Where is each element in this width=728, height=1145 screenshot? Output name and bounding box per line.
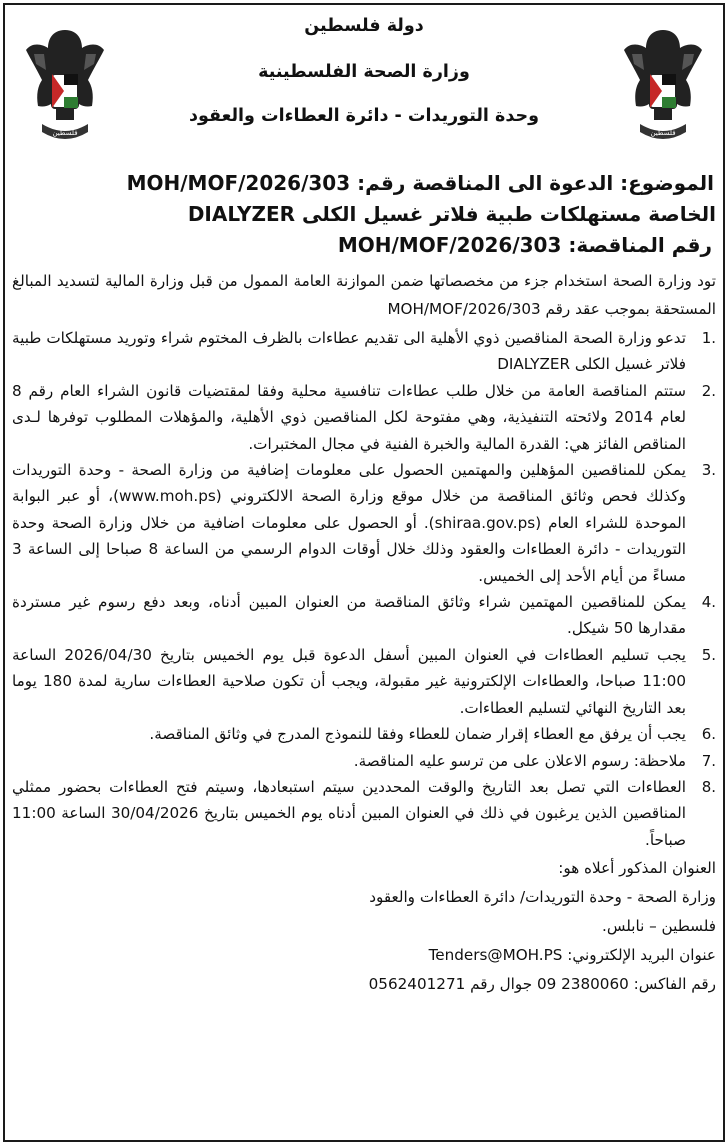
header-department: وحدة التوريدات - دائرة العطاءات والعقود: [189, 106, 539, 126]
item-text: يجب تسليم العطاءات في العنوان المبين أسفل الدعوة قبل يوم الخميس بتاريخ 2026/04/30 الساعة 11:00 صباحا، والعطاءات الإلكترونية غير مقبولة، ويجب أن تكون صلاحية العطاءات سارية لمدة 180 يوما بعد التاريخ النهائي لتسليم العطاءات.: [12, 645, 686, 717]
item-text: يمكن للمناقصين المهتمين شراء وثائق المناقصة من العنوان المبين أدناه، وبعد دفع رسوم غير مستردة مقدارها 50 شيكل.: [12, 593, 686, 638]
list-item: [12, 457, 716, 589]
email-line: [12, 942, 716, 969]
conditions-list: [12, 325, 716, 853]
subject-prefix: الموضوع: الدعوة الى المناقصة رقم:: [350, 171, 714, 195]
list-item: [12, 325, 716, 378]
email-label: عنوان البريد الإلكتروني:: [562, 946, 716, 965]
item-text: يجب أن يرفق مع العطاء إقرار ضمان للعطاء وفقا للنموذج المدرج في وثائق المناقصة.: [149, 725, 686, 744]
item-number: 3.: [701, 461, 716, 480]
item-number: 7.: [701, 751, 716, 770]
item-text: ستتم المناقصة العامة من خلال طلب عطاءات تنافسية محلية وفقا لمقتضيات قانون الشراء العام رقم 8 لعام 2014 ولائحته التنفيذية، وهي مفتوحة لكل المناقصين ذوي الأهلية، والمؤهلات المطلوب توفرها لـدى المناقص الفائز هي: القدرة المالية والخبرة الفنية في مجال المختبرات.: [12, 381, 686, 453]
item-text: ملاحظة: رسوم الاعلان على من ترسو عليه المناقصة.: [353, 751, 686, 770]
tender-number-value: MOH/MOF/2026/303: [337, 233, 562, 257]
item-number: 8.: [701, 777, 716, 796]
tender-number-line: [12, 230, 716, 261]
list-item: [12, 642, 716, 721]
svg-text:فلسطين: فلسطين: [650, 129, 676, 137]
intro-paragraph: تود وزارة الصحة استخدام جزء من مخصصاتها ضمن الموازنة العامة الممول من قبل وزارة المالية لتسديد المبالغ المستحقة بموجب عقد رقم MOH/MOF/2026/303: [12, 272, 716, 318]
tender-number-label: رقم المناقصة:: [561, 233, 712, 257]
address-line-1: وزارة الصحة - وحدة التوريدات/ دائرة العطاءات والعقود: [369, 888, 716, 907]
subject-line: [12, 168, 716, 199]
fax-phone-line: رقم الفاكس: 2380060 09 جوال رقم 0562401271: [368, 975, 716, 994]
item-number: 6.: [701, 725, 716, 744]
list-item: [12, 589, 716, 642]
address-line-2: فلسطين – نابلس.: [602, 917, 716, 936]
item-number: 5.: [701, 645, 716, 664]
svg-text:فلسطين: فلسطين: [52, 129, 78, 137]
header-ministry: وزارة الصحة الفلسطينية: [258, 62, 470, 82]
tender-number: MOH/MOF/2026/303: [126, 171, 351, 195]
subject-description: الخاصة مستهلكات طبية فلاتر غسيل الكلى DIALYZER: [187, 202, 716, 226]
list-item: [12, 378, 716, 457]
list-item: [12, 774, 716, 853]
palestine-emblem-left: [22, 24, 108, 154]
list-item: [12, 721, 716, 747]
letterhead: [0, 0, 728, 165]
item-text: يمكن للمناقصين المؤهلين والمهتمين الحصول على معلومات إضافية من وزارة الصحة - وحدة التوريدات وكذلك فحص وثائق المناقصة من خلال موقع وزارة الصحة الالكتروني (www.moh.ps)، أو عبر البوابة الموحدة للشراء العام (shiraa.gov.ps). أو الحصول على معلومات اضافية من خلال وزارة الصحة وحدة التوريدات - دائرة العطاءات والعقود وذلك خلال أوقات الدوام الرسمي من الساعة 8 صباحا إلى الساعة 3 مساءً من أيام الأحد إلى الخميس.: [12, 461, 686, 585]
header-country: دولة فلسطين: [304, 16, 424, 36]
item-number: 4.: [701, 593, 716, 612]
item-text: العطاءات التي تصل بعد التاريخ والوقت المحددين سيتم استبعادها، وسيتم فتح العطاءات بحضور ممثلي المناقصين الذين يرغبون في ذلك في العنوان المبين أدناه يوم الخميس بتاريخ 30/04/2026 الساعة 11:00 صباحاً.: [12, 777, 686, 849]
item-text: تدعو وزارة الصحة المناقصين ذوي الأهلية الى تقديم عطاءات بالظرف المختوم شراء وتوريد مستهلكات طبية فلاتر غسيل الكلى DIALYZER: [12, 329, 686, 374]
item-number: 2.: [701, 381, 716, 400]
item-number: 1.: [701, 329, 716, 347]
list-item: [12, 748, 716, 774]
email-address[interactable]: Tenders@MOH.PS: [428, 946, 563, 965]
palestine-emblem-right: [620, 24, 706, 154]
tender-body: [12, 168, 716, 998]
address-heading: العنوان المذكور أعلاه هو:: [558, 859, 716, 878]
